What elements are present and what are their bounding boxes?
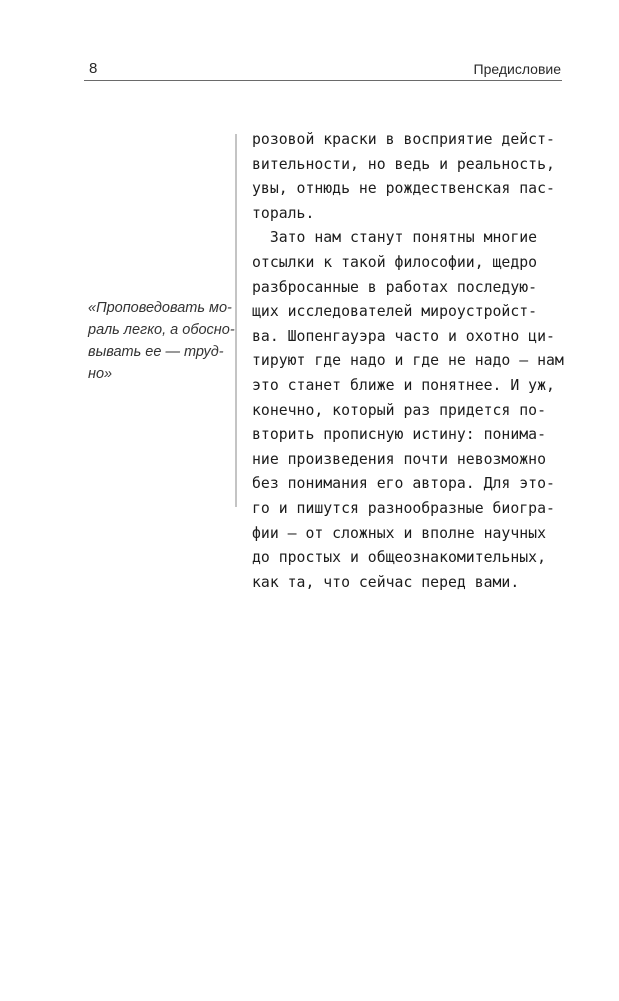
margin-quote-line: но» — [88, 366, 113, 382]
text-line: вторить прописную истину: понима- — [252, 426, 546, 444]
text-line: тораль. — [252, 204, 315, 222]
text-line: разбросанные в работах последую- — [252, 278, 538, 296]
text-line: как та, что сейчас перед вами. — [252, 573, 520, 591]
text-line: отсылки к такой философии, щедро — [252, 253, 538, 271]
header-rule — [84, 80, 562, 81]
text-line: го и пишутся разнообразные биогра- — [252, 499, 555, 517]
text-line: увы, отнюдь не рождественская пас- — [252, 180, 555, 198]
text-line: Зато нам станут понятны многие — [252, 229, 538, 247]
sidebar-divider — [235, 134, 237, 507]
text-line: до простых и общеознакомительных, — [252, 549, 546, 567]
page-header — [84, 60, 561, 80]
page-number: 8 — [89, 60, 98, 77]
margin-quote-line: вывать ее — труд- — [88, 344, 224, 360]
margin-quote-line: раль легко, а обосно- — [88, 322, 235, 338]
text-line: фии — от сложных и вполне научных — [252, 524, 546, 542]
margin-quote-line: «Проповедовать мо- — [88, 300, 232, 316]
text-line: без понимания его автора. Для это- — [252, 475, 555, 493]
text-line: щих исследователей мироустройст- — [252, 303, 538, 321]
text-line: розовой краски в восприятие дейст- — [252, 131, 555, 148]
text-line: тируют где надо и где не надо — нам — [252, 352, 564, 370]
text-line: это станет ближе и понятнее. И уж, — [252, 376, 555, 394]
text-line: конечно, который раз придется по- — [252, 401, 546, 419]
margin-quote — [88, 297, 238, 385]
body-text — [252, 128, 564, 595]
text-line: вительности, но ведь и реальность, — [252, 155, 555, 173]
text-line: ние произведения почти невозможно — [252, 450, 546, 468]
running-head: Предисловие — [473, 61, 561, 77]
text-line: ва. Шопенгауэра часто и охотно ци- — [252, 327, 555, 345]
